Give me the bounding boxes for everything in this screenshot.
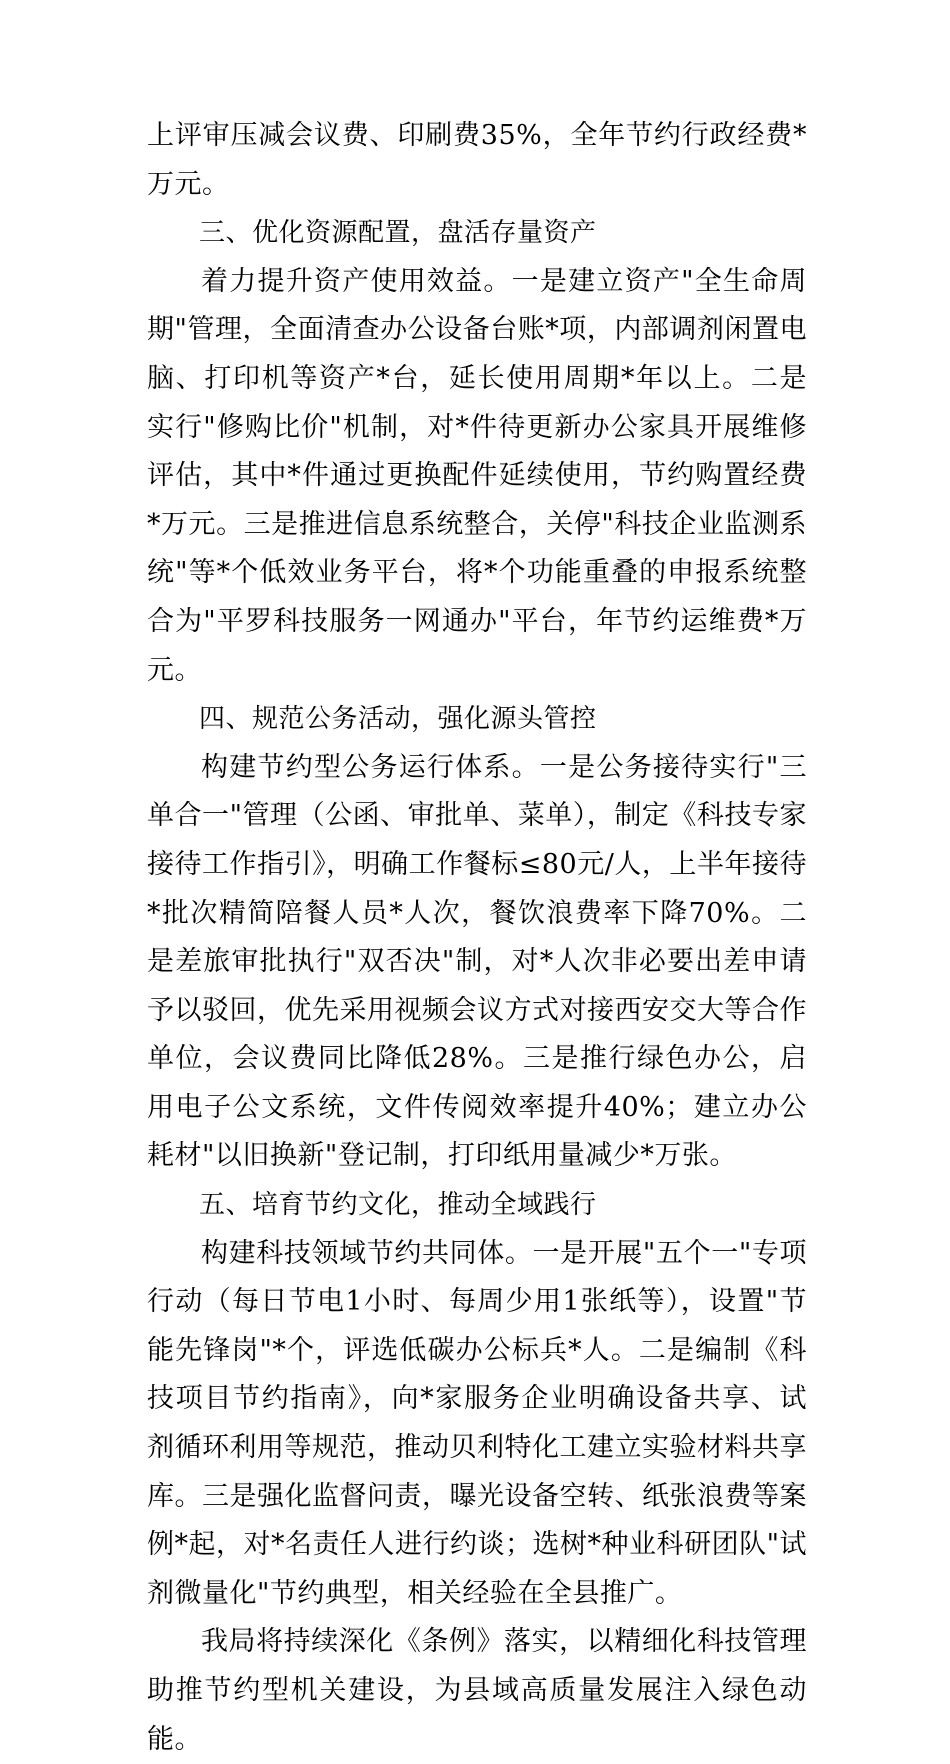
section-3-heading: 三、优化资源配置，盘活存量资产 xyxy=(199,218,597,249)
continuation-paragraph: 上评审压减会议费、印刷费35%，全年节约行政经费*万元。 xyxy=(147,120,807,200)
document-page xyxy=(147,112,807,1764)
section-4-heading: 四、规范公务活动，强化源头管控 xyxy=(199,704,597,735)
section-5-body: 构建科技领域节约共同体。一是开展"五个一"专项行动（每日节电1小时、每周少用1张纸等），设置"节能先锋岗"*个，评选低碳办公标兵*人。二是编制《科技项目节约指南》，向*家服务企业明确设备共享、试剂循环利用等规范，推动贝利特化工建立实验材料共享库。三是强化监督问责，曝光设备空转、纸张浪费等案例*起，对*名责任人进行约谈；选树*种业科研团队"试剂微量化"节约典型，相关经验在全县推广。 xyxy=(147,1237,807,1609)
section-5-heading: 五、培育节约文化，推动全域践行 xyxy=(199,1190,597,1221)
section-4-body: 构建节约型公务运行体系。一是公务接待实行"三单合一"管理（公函、审批单、菜单），制定《科技专家接待工作指引》，明确工作餐标≤80元/人，上半年接待*批次精简陪餐人员*人次，餐饮浪费率下降70%。二是差旅审批执行"双否决"制，对*人次非必要出差申请予以驳回，优先采用视频会议方式对接西安交大等合作单位，会议费同比降低28%。三是推行绿色办公，启用电子公文系统，文件传阅效率提升40%；建立办公耗材"以旧换新"登记制，打印纸用量减少*万张。 xyxy=(147,751,807,1172)
section-3-body: 着力提升资产使用效益。一是建立资产"全生命周期"管理，全面清查办公设备台账*项，内部调剂闲置电脑、打印机等资产*台，延长使用周期*年以上。二是实行"修购比价"机制，对*件待更新办公家具开展维修评估，其中*件通过更换配件延续使用，节约购置经费*万元。三是推进信息系统整合，关停"科技企业监测系统"等*个低效业务平台，将*个功能重叠的申报系统整合为"平罗科技服务一网通办"平台，年节约运维费*万元。 xyxy=(147,265,807,686)
closing-paragraph: 我局将持续深化《条例》落实，以精细化科技管理助推节约型机关建设，为县域高质量发展注入绿色动能。 xyxy=(147,1626,807,1755)
